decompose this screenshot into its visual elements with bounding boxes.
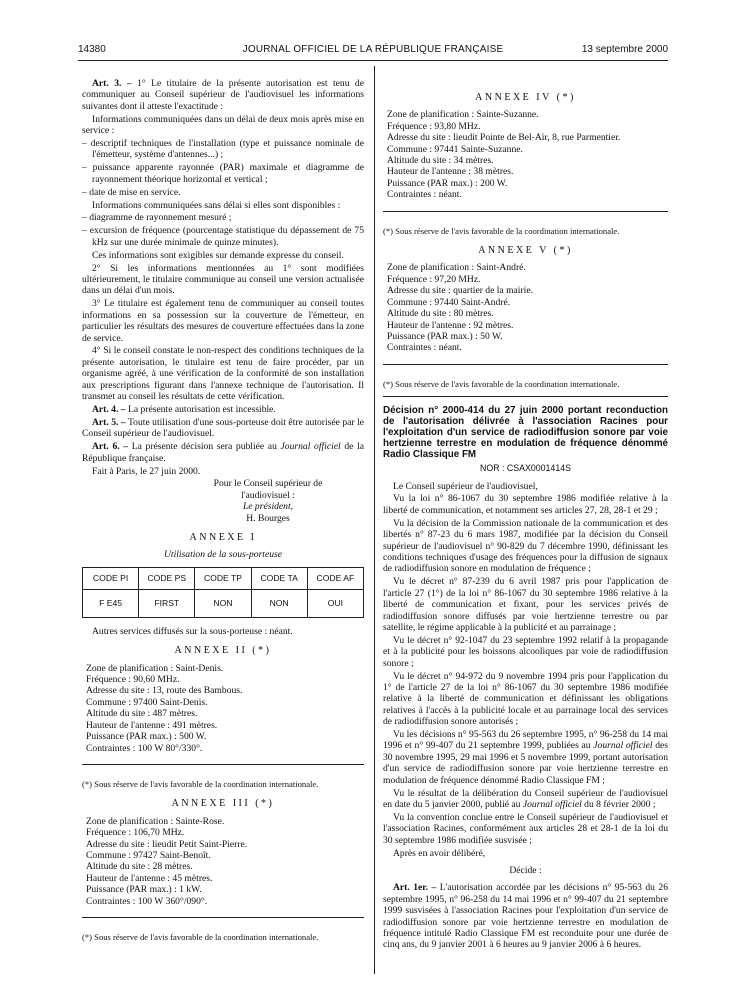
annexe-1-title: ANNEXE I: [189, 532, 257, 544]
right-column: [383, 78, 668, 952]
article-label: Art. 5. –: [92, 416, 126, 428]
footnote: (*) Sous réserve de l'avis favorable de la coordination internationale.: [82, 778, 319, 789]
page-header: [78, 44, 668, 58]
paragraph: Vu la décision de la Commission nationale de la communication et des libertés n° 87-23 du 6 mars 1987, modifiée par la décision du Conseil supérieur de l'audiovisuel n° 90-829 du 7 décembre 1990, définissant les conditions techniques d'usage des fréquences pour la diffusion de signaux de radiodiffusion sonore en modulation de fréquence ;: [383, 517, 668, 575]
note-rule: [383, 211, 668, 212]
field-line: Puissance (PAR max.) : 50 W.: [387, 330, 503, 342]
annexe-3-title: ANNEXE III (*): [171, 798, 275, 810]
field-line: Commune : 97427 Saint-Benoît.: [86, 849, 211, 861]
field-line: Puissance (PAR max.) : 500 W.: [86, 731, 207, 743]
field-line: Fréquence : 106,70 MHz.: [86, 827, 185, 839]
paragraph: Informations communiquées sans délai si elles sont disponibles :: [92, 199, 341, 211]
table-cell: NON: [195, 589, 251, 617]
annexe-3-fields: [82, 816, 364, 907]
table-header: CODE AF: [307, 567, 363, 589]
field-line: Adresse du site : 13, route des Bambous.: [86, 685, 243, 697]
journal-title: JOURNAL OFFICIEL DE LA RÉPUBLIQUE FRANÇAISE: [242, 44, 504, 55]
left-column: [82, 78, 364, 947]
field-line: Altitude du site : 28 mètres.: [86, 861, 193, 873]
text-run: Vu le résultat de la délibération du Conseil supérieur de l'audiovisuel en date du 5 janvier 2000, publié au: [383, 787, 668, 810]
paragraph: Vu le décret n° 87-239 du 6 avril 1987 pris pour l'application de l'article 27 (1°) de la loi n° 86-1067 du 30 septembre 1986 relative à la liberté de communication et fixant, pour les services privés de radiodiffusion sonore diffusés par voie hertzienne terrestre ou par satellite, le régime applicable à la publicité et au parrainage ;: [383, 576, 668, 633]
article-text: La présente autorisation est incessible.: [125, 403, 276, 415]
footnote: (*) Sous réserve de l'avis favorable de la coordination internationale.: [383, 378, 620, 389]
field-line: Altitude du site : 34 mètres.: [387, 155, 494, 167]
section-rule: [383, 396, 668, 397]
article-label: Art. 1er. –: [393, 882, 437, 894]
article-4: [82, 404, 364, 415]
other-services: Autres services diffusés sur la sous-porteuse : néant.: [92, 625, 293, 637]
list-item: – descriptif techniques de l'installation (type et puissance nominale de l'émetteur, système d'antennes...) ;: [82, 138, 364, 161]
field-line: Zone de planification : Sainte-Rose.: [86, 815, 225, 827]
paragraph: Vu le décret n° 92-1047 du 23 septembre 1992 relatif à la propagande et à la publicité pour les boissons alcooliques par voie de radiodiffusion sonore ;: [383, 634, 668, 669]
paragraph: [383, 788, 668, 811]
article-1: [383, 882, 668, 950]
table-cell: FIRST: [139, 589, 195, 617]
table-cell: OUI: [307, 589, 363, 617]
field-line: Puissance (PAR max.) : 1 kW.: [86, 884, 202, 896]
journal-reference: Journal officiel: [593, 740, 653, 752]
field-line: Zone de planification : Saint-Denis.: [86, 662, 224, 674]
field-line: Altitude du site : 80 mètres.: [387, 308, 494, 320]
paragraph: 3° Le titulaire est également tenu de communiquer au conseil toutes informations en sa possession sur la couverture de l'émetteur, en particulier les résultats des mesures de couverture effectuées dans la zone de service.: [82, 298, 364, 344]
field-line: Commune : 97440 Saint-André.: [387, 296, 511, 308]
field-line: Adresse du site : lieudit Pointe de Bel-Air, 8, rue Parmentier.: [387, 132, 621, 144]
signature-block: [82, 478, 364, 524]
signature-role: Le président,: [242, 501, 294, 513]
list-item: – puissance apparente rayonnée (PAR) maximale et diagramme de rayonnement théorique horizontal et vertical ;: [82, 162, 364, 185]
field-line: Hauteur de l'antenne : 92 mètres.: [387, 319, 514, 331]
field-line: Adresse du site : lieudit Petit Saint-Pierre.: [86, 838, 248, 850]
issue-date: 13 septembre 2000: [581, 44, 668, 55]
field-line: Fréquence : 97,20 MHz.: [387, 273, 481, 285]
article-label: Art. 4. –: [92, 403, 126, 415]
article-text: Toute utilisation d'une sous-porteuse doit être autorisée par le Conseil supérieur de l'audiovisuel.: [82, 416, 364, 440]
paragraph: Le Conseil supérieur de l'audiovisuel,: [393, 480, 538, 492]
paragraph: Informations communiquées dans un délai de deux mois après mise en service :: [82, 113, 364, 137]
page-number: 14380: [78, 44, 106, 55]
field-line: Contraintes : 100 W 360°/090°.: [86, 895, 208, 907]
article-5: [82, 417, 364, 440]
text-run: du 8 février 2000 ;: [581, 799, 656, 810]
article-text: L'autorisation accordée par les décisions n° 95-563 du 26 septembre 1995, n° 96-258 du 14 mai 1996 et n° 99-407 du 21 septembre 1999 susvisées à l'association Racines pour l'exploitation d'un service de radiodiffusion sonore par voie hertzienne terrestre en modulation de fréquence intitulé Radio Classique FM est reconduite pour une durée de cinq ans, du 9 janvier 2001 à 6 heures au 9 janvier 2006 à 6 heures.: [383, 882, 668, 951]
field-line: Hauteur de l'antenne : 491 mètres.: [86, 719, 218, 731]
paragraph: Vu la convention conclue entre le Conseil supérieur de l'audiovisuel et l'association Racines, conformément aux articles 28 et 28-1 de la loi du 30 septembre 1986 modifiée susvisée ;: [383, 811, 668, 846]
article-text: La présente décision sera publiée au: [128, 441, 281, 453]
field-line: Commune : 97441 Sainte-Suzanne.: [387, 143, 523, 155]
nor-reference: NOR : CSAX0001414S: [480, 463, 571, 474]
paragraph: 2° Si les informations mentionnées au 1° sont modifiées ultérieurement, le titulaire communique au conseil une version actualisée dans un délai d'un mois.: [82, 262, 364, 297]
annexe-4-fields: [383, 109, 668, 200]
annexe-5-title: ANNEXE V (*): [478, 245, 573, 257]
column-divider: [374, 66, 375, 974]
signature-date: Fait à Paris, le 27 juin 2000.: [92, 465, 201, 477]
field-line: Fréquence : 93,80 MHz.: [387, 120, 481, 132]
paragraph: Après en avoir délibéré,: [393, 847, 486, 859]
subcarrier-table: [82, 567, 364, 618]
signature-name: H. Bourges: [246, 512, 290, 524]
field-line: Adresse du site : quartier de la mairie.: [387, 285, 533, 297]
journal-reference: Journal officiel: [522, 799, 582, 810]
list-item: – excursion de fréquence (pourcentage statistique du dépassement de 75 kHz sur une durée minimale de quinze minutes).: [82, 225, 364, 248]
list-item: – date de mise en service.: [82, 186, 181, 198]
field-line: Hauteur de l'antenne : 38 mètres.: [387, 166, 514, 178]
article-label: Art. 3. –: [92, 78, 132, 89]
table-cell: F E45: [83, 589, 139, 617]
paragraph: [383, 729, 668, 786]
field-line: Hauteur de l'antenne : 45 mètres.: [86, 872, 213, 884]
table-header-row: [83, 567, 364, 589]
table-cell: NON: [251, 589, 307, 617]
table-header: CODE PI: [83, 567, 139, 589]
paragraph: Vu le décret n° 94-972 du 9 novembre 1994 pris pour l'application du 1° de l'article 27 de la loi n° 86-1067 du 30 septembre 1986 modifiée relative à la liberté de communication et définissant les obligations relatives à l'accès à la publicité locale et au parrainage local des services de radiodiffusion sonore autorisés ;: [383, 670, 668, 728]
table-header: CODE TP: [195, 567, 251, 589]
journal-reference: Journal officiel: [280, 441, 341, 453]
annexe-1-subtitle: Utilisation de la sous-porteuse: [163, 549, 283, 561]
field-line: Puissance (PAR max.) : 200 W.: [387, 177, 508, 189]
header-rule: [78, 60, 668, 61]
table-row: [83, 589, 364, 617]
note-rule: [383, 364, 668, 365]
field-line: Zone de planification : Saint-André.: [387, 262, 526, 274]
annexe-2-fields: [82, 663, 364, 754]
paragraph: Ces informations sont exigibles sur demande expresse du conseil.: [92, 249, 344, 261]
decision-title: Décision n° 2000-414 du 27 juin 2000 portant reconduction de l'autorisation délivrée à l'association Racines pour l'exploitation d'un service de radiodiffusion sonore par voie hertzienne terrestre en modulation de fréquence dénommé Radio Classique FM: [383, 405, 668, 461]
list-item: – diagramme de rayonnement mesuré ;: [82, 212, 232, 224]
decide-heading: Décide :: [509, 865, 542, 877]
paragraph: 4° Si le conseil constate le non-respect des conditions techniques de la présente autorisation, le titulaire est tenu de faire procéder, par un organisme agréé, à une vérification de la conformité de son installation aux prescriptions figurant dans l'annexe technique de l'autorisation. Il transmet au conseil les résultats de cette vérification.: [82, 345, 364, 403]
note-rule: [82, 764, 364, 765]
article-label: Art. 6. –: [92, 441, 129, 453]
annexe-4-title: ANNEXE IV (*): [475, 92, 576, 103]
text-run: des 30 novembre 1995, 29 mai 1996 et 5 novembre 1999, portant autorisation d'un service de radiodiffusion sonore par voie hertzienne terrestre en modulation de fréquence dénommé Radio Classique FM ;: [383, 740, 669, 786]
article-text: 1° Le titulaire de la présente autorisation est tenu de communiquer au Conseil supérieur de l'audiovisuel les informations suivantes dont il atteste l'exactitude :: [82, 78, 364, 112]
article-text: de la République française.: [82, 441, 364, 464]
field-line: Contraintes : néant.: [387, 342, 462, 354]
footnote: (*) Sous réserve de l'avis favorable de la coordination internationale.: [82, 931, 319, 942]
table-header: CODE TA: [251, 567, 307, 589]
annexe-5-fields: [383, 262, 668, 353]
field-line: Commune : 97400 Saint-Denis.: [86, 696, 208, 708]
note-rule: [82, 917, 364, 918]
article-3: [82, 78, 364, 112]
article-6: [82, 441, 364, 464]
field-line: Zone de planification : Sainte-Suzanne.: [387, 109, 539, 121]
field-line: Altitude du site : 487 mètres.: [86, 708, 198, 720]
field-line: Contraintes : 100 W 80°/330°.: [86, 742, 203, 754]
field-line: Contraintes : néant.: [387, 189, 462, 201]
text-run: Vu les décisions n° 95-563 du 26 septembre 1995, n° 96-258 du 14 mai 1996 et n° 99-407 du 21 septembre 1999, publiées au: [383, 729, 668, 752]
table-header: CODE PS: [139, 567, 195, 589]
footnote: (*) Sous réserve de l'avis favorable de la coordination internationale.: [383, 225, 620, 236]
paragraph: Vu la loi n° 86-1067 du 30 septembre 1986 modifiée relative à la liberté de communication, et notamment ses articles 27, 28, 28-1 et 29 ;: [383, 493, 668, 516]
signature-line: Pour le Conseil supérieur de l'audiovisuel :: [213, 478, 323, 501]
annexe-2-title: ANNEXE II (*): [174, 645, 272, 657]
field-line: Fréquence : 90,60 MHz.: [86, 674, 180, 686]
